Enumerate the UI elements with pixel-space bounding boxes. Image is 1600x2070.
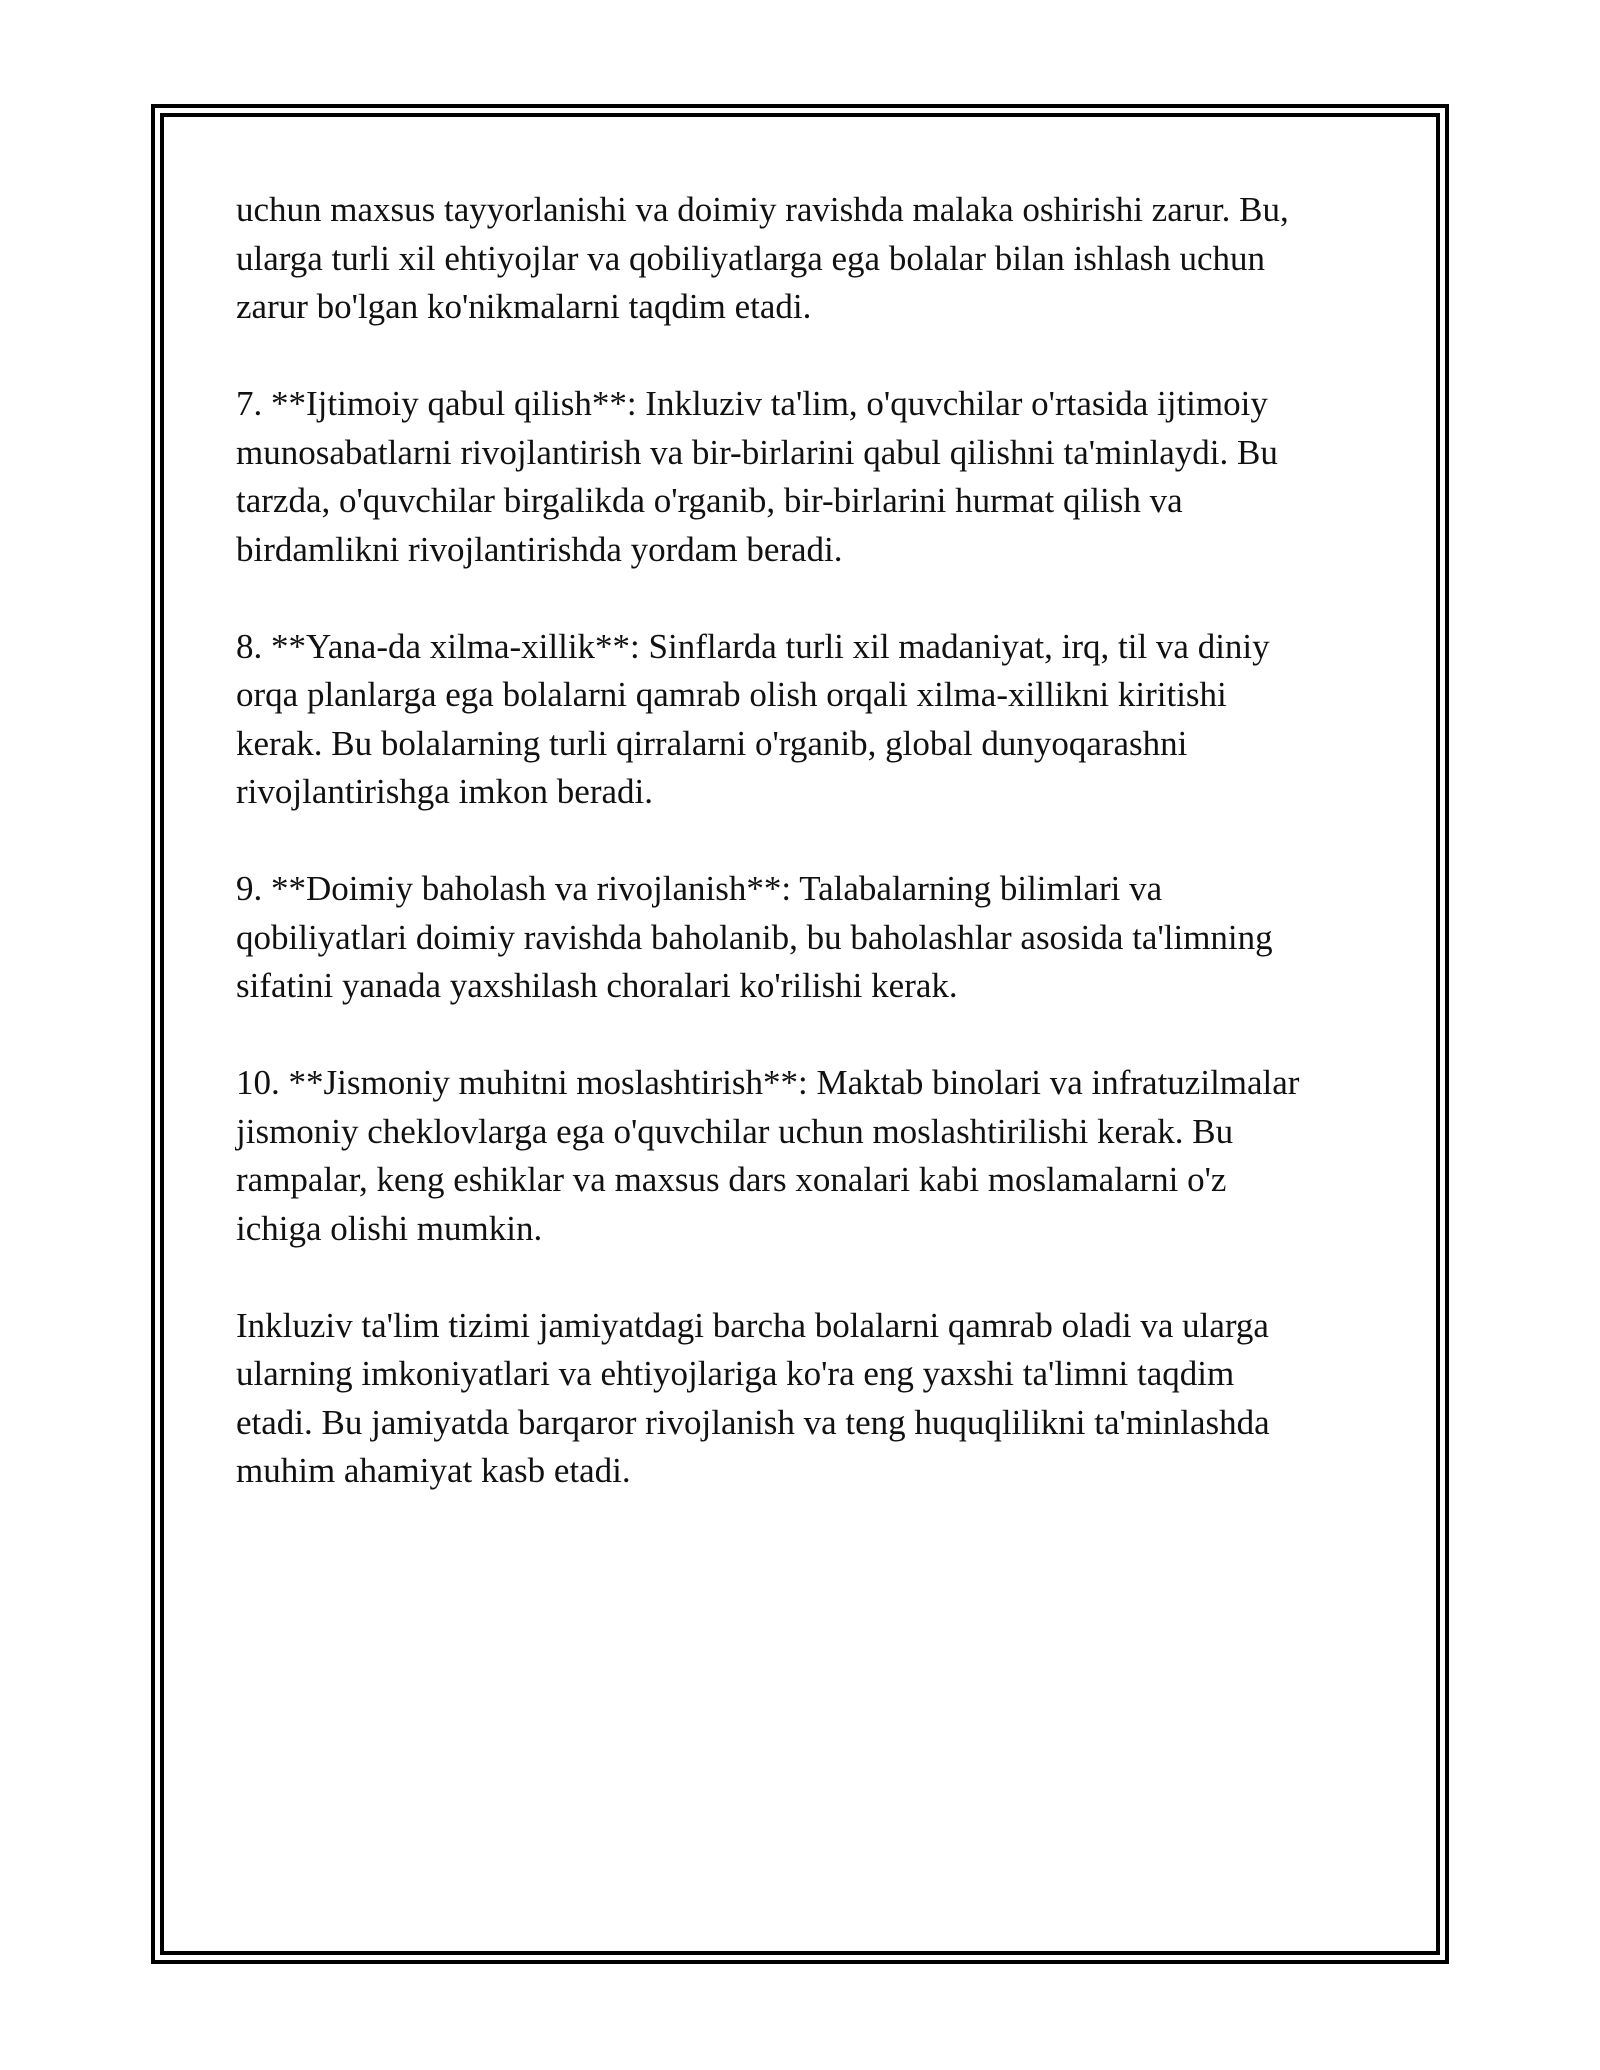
text-line: uchun maxsus tayyorlanishi va doimiy ravishda malaka oshirishi zarur. Bu,	[236, 190, 1289, 229]
text-line: sifatini yanada yaxshilash choralari ko'rilishi kerak.	[236, 966, 958, 1005]
text-line: zarur bo'lgan ko'nikmalarni taqdim etadi.	[236, 287, 812, 326]
paragraph-item-9	[236, 865, 1376, 1011]
text-line: birdamlikni rivojlantirishda yordam beradi.	[236, 529, 843, 569]
paragraph-item-7	[236, 380, 1376, 574]
text-line: jismoniy cheklovlarga ega o'quvchilar uchun moslashtirilishi kerak. Bu	[236, 1111, 1234, 1151]
paragraph-intro-continuation	[236, 186, 1376, 332]
text-line: rivojlantirishga imkon beradi.	[236, 772, 653, 811]
text-line: kerak. Bu bolalarning turli qirralarni o'rganib, global dunyoqarashni	[236, 723, 1188, 763]
text-line: qobiliyatlari doimiy ravishda baholanib, bu baholashlar asosida ta'limning	[236, 917, 1273, 957]
text-line: 10. **Jismoniy muhitni moslashtirish**: Maktab binolari va infratuzilmalar	[236, 1063, 1300, 1102]
text-line: ularning imkoniyatlari va ehtiyojlariga ko'ra eng yaxshi ta'limni taqdim	[236, 1354, 1235, 1393]
paragraph-item-10	[236, 1059, 1376, 1253]
text-line: 9. **Doimiy baholash va rivojlanish**: Talabalarning bilimlari va	[236, 869, 1163, 908]
paragraph-item-8	[236, 623, 1376, 817]
text-line: orqa planlarga ega bolalarni qamrab olish orqali xilma-xillikni kiritishi	[236, 675, 1227, 714]
text-line: muhim ahamiyat kasb etadi.	[236, 1451, 631, 1490]
document-body	[236, 186, 1376, 1544]
text-line: ularga turli xil ehtiyojlar va qobiliyatlarga ega bolalar bilan ishlash uchun	[236, 238, 1265, 278]
text-line: munosabatlarni rivojlantirish va bir-birlarini qabul qilishni ta'minlaydi. Bu	[236, 432, 1278, 472]
text-line: 8. **Yana-da xilma-xillik**: Sinflarda turli xil madaniyat, irq, til va diniy	[236, 626, 1270, 666]
text-line: etadi. Bu jamiyatda barqaror rivojlanish va teng huquqlilikni ta'minlashda	[236, 1402, 1270, 1442]
text-line: ichiga olishi mumkin.	[236, 1208, 543, 1248]
text-line: rampalar, keng eshiklar va maxsus dars xonalari kabi moslamalarni o'z	[236, 1160, 1227, 1199]
text-line: Inkluziv ta'lim tizimi jamiyatdagi barcha bolalarni qamrab oladi va ularga	[236, 1305, 1269, 1345]
paragraph-conclusion	[236, 1302, 1376, 1496]
text-line: 7. **Ijtimoiy qabul qilish**: Inkluziv ta'lim, o'quvchilar o'rtasida ijtimoiy	[236, 384, 1268, 423]
text-line: tarzda, o'quvchilar birgalikda o'rganib, bir-birlarini hurmat qilish va	[236, 481, 1183, 520]
